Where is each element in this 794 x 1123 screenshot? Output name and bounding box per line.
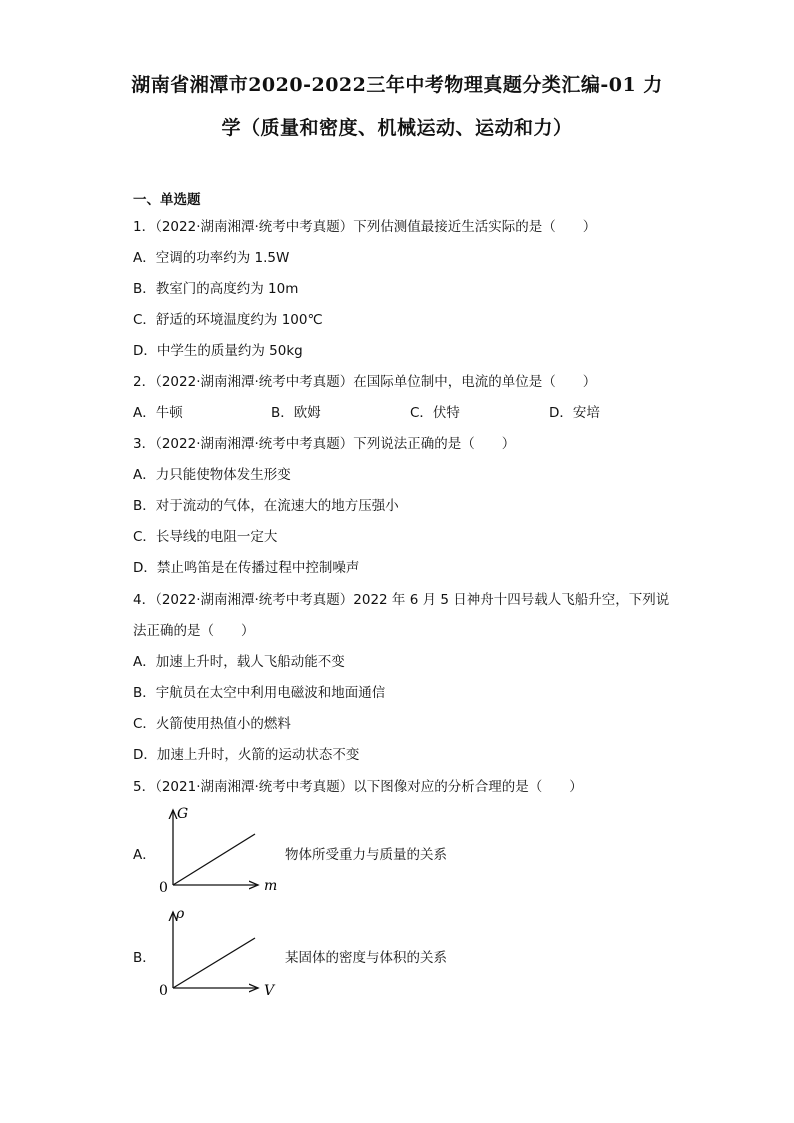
q4-option-a: A．加速上升时，载人飞船动能不变 (133, 654, 345, 670)
q4-stem-line-1: 4．（2022·湖南湘潭·统考中考真题）2022 年 6 月 5 日神舟十四号载人飞船升空，下列说 (133, 592, 670, 608)
q5-a-y-label: G (177, 806, 189, 822)
title-line-1: 湖南省湘潭市2020-2022三年中考物理真题分类汇编-01 力 (131, 74, 663, 96)
q4-stem-line-2: 法正确的是（ ） (133, 623, 255, 639)
section-heading: 一、单选题 (133, 192, 201, 208)
q2-option-b: B．欧姆 (271, 405, 321, 421)
q4-option-b: B．宇航员在太空中利用电磁波和地面通信 (133, 685, 386, 701)
title-line-2: 学（质量和密度、机械运动、运动和力） (221, 117, 573, 139)
q3-option-c: C．长导线的电阻一定大 (133, 529, 278, 545)
q2-option-d: D．安培 (549, 405, 600, 421)
q1-stem: 1．（2022·湖南湘潭·统考中考真题）下列估测值最接近生活实际的是（ ） (133, 219, 597, 235)
q5-option-a-letter: A． (133, 847, 156, 863)
q5-stem: 5．（2021·湖南湘潭·统考中考真题）以下图像对应的分析合理的是（ ） (133, 779, 583, 795)
q3-stem: 3．（2022·湖南湘潭·统考中考真题）下列说法正确的是（ ） (133, 436, 516, 452)
q3-option-b: B．对于流动的气体，在流速大的地方压强小 (133, 498, 399, 514)
q5-a-x-label: m (264, 878, 278, 894)
q5-a-origin: 0 (159, 880, 168, 896)
q1-option-b: B．教室门的高度约为 10m (133, 281, 299, 297)
q2-option-c: C．伏特 (410, 405, 460, 421)
q1-option-a: A．空调的功率约为 1.5W (133, 250, 290, 266)
q5-option-a-graph (150, 800, 300, 900)
q5-option-b-label: 某固体的密度与体积的关系 (285, 950, 447, 966)
q5-b-x-label: V (264, 983, 275, 999)
q1-option-d: D．中学生的质量约为 50kg (133, 343, 303, 359)
q5-b-y-label: ρ (176, 906, 185, 922)
q2-option-a: A．牛顿 (133, 405, 183, 421)
q5-b-data-line (173, 938, 255, 988)
q5-a-data-line (173, 834, 255, 885)
q5-option-a-label: 物体所受重力与质量的关系 (285, 847, 447, 863)
q3-option-d: D．禁止鸣笛是在传播过程中控制噪声 (133, 560, 360, 576)
q5-b-origin: 0 (159, 983, 168, 999)
q4-option-d: D．加速上升时，火箭的运动状态不变 (133, 747, 360, 763)
q2-stem: 2．（2022·湖南湘潭·统考中考真题）在国际单位制中，电流的单位是（ ） (133, 374, 597, 390)
q5-option-b-graph (150, 902, 300, 1002)
q5-option-b-letter: B． (133, 950, 156, 966)
q1-option-c: C．舒适的环境温度约为 100℃ (133, 312, 323, 328)
q4-option-c: C．火箭使用热值小的燃料 (133, 716, 291, 732)
q3-option-a: A．力只能使物体发生形变 (133, 467, 291, 483)
